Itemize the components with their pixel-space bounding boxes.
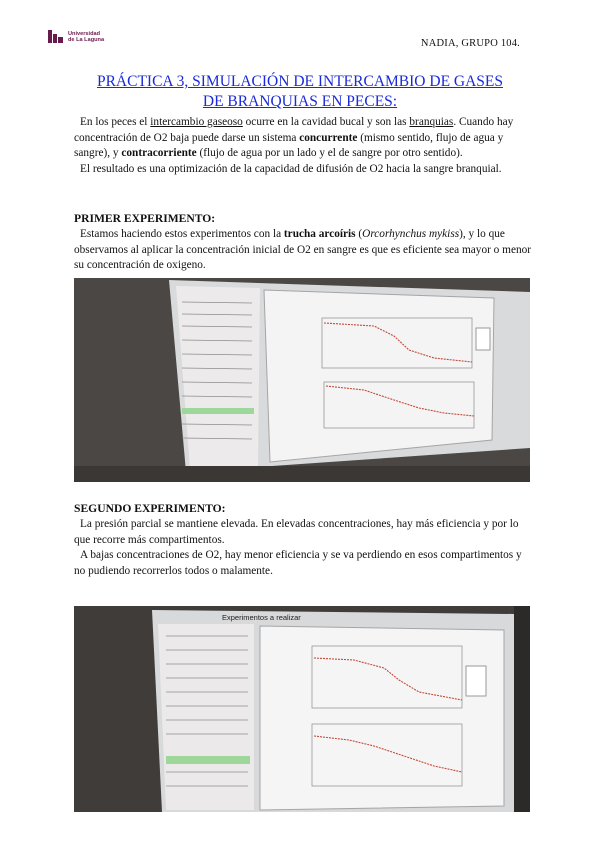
page-title bbox=[72, 72, 528, 112]
experiment2-photo bbox=[74, 606, 530, 812]
experiment2-photo-drawing bbox=[74, 606, 530, 812]
chart-area bbox=[264, 290, 494, 462]
simulation-window-title: Experimentos a realizar bbox=[222, 613, 301, 622]
experiment1-text bbox=[74, 227, 532, 274]
intro-text: (flujo de agua por un lado y el de sangre por otro sentido). bbox=[196, 147, 463, 160]
parameter-panel bbox=[176, 286, 260, 470]
university-logo bbox=[48, 30, 104, 43]
experiment1-paragraph bbox=[74, 227, 532, 274]
exp1-text: Estamos haciendo estos experimentos con la bbox=[80, 228, 284, 240]
term-intercambio-gaseoso: intercambio gaseoso bbox=[150, 116, 243, 128]
term-concurrente: concurrente bbox=[299, 131, 358, 144]
university-logo-text bbox=[68, 31, 104, 43]
term-branquias: branquias bbox=[409, 116, 454, 128]
author-label: NADIA, GRUPO 104. bbox=[420, 38, 520, 49]
experiment1-photo-drawing bbox=[74, 278, 530, 482]
intro-paragraph-1 bbox=[74, 115, 532, 162]
term-trucha-arcoiris: trucha arcoíris bbox=[283, 228, 356, 240]
experiment1-photo bbox=[74, 278, 530, 482]
parameter-panel bbox=[158, 624, 254, 810]
term-species: Orcorhynchus mykiss bbox=[362, 228, 460, 240]
term-contracorriente: contracorriente bbox=[121, 147, 197, 160]
logo-line-1: Universidad bbox=[68, 30, 101, 37]
intro-text: ocurre en la cavidad bucal y son las bbox=[242, 116, 410, 128]
intro-text: (mismo sentido, flujo de agua y sangre), y bbox=[74, 131, 504, 160]
intro-section bbox=[74, 115, 532, 177]
intro-text: . Cuando hay concentración de O2 baja puede darse un sistema bbox=[74, 116, 514, 144]
intro-text: En los peces el bbox=[80, 116, 151, 128]
experiment2-text bbox=[74, 517, 532, 579]
exp1-text: ), y lo que observamos al aplicar la concentración inicial de O2 en sangre es que es eficiente sea mayor o menor su concentración de oxigeno. bbox=[74, 228, 532, 272]
intro-paragraph-2: El resultado es una optimización de la capacidad de difusión de O2 hacia la sangre branquial. bbox=[80, 162, 502, 175]
experiment2-paragraph-1: La presión parcial se mantiene elevada. En elevadas concentraciones, hay más eficiencia y por lo que recorre más compartimentos. bbox=[74, 518, 519, 546]
chart-area bbox=[260, 626, 504, 810]
experiment1-heading: PRIMER EXPERIMENTO: bbox=[74, 212, 216, 225]
exp1-text: ( bbox=[355, 228, 363, 240]
title-line-1: PRÁCTICA 3, SIMULACIÓN DE INTERCAMBIO DE GASES bbox=[96, 73, 504, 90]
title-line-2: DE BRANQUIAS EN PECES: bbox=[202, 93, 398, 110]
experiment2-paragraph-2: A bajas concentraciones de O2, hay menor eficiencia y se va perdiendo en esos compartimentos y no pudiendo recorrerlos todos o malamente. bbox=[74, 549, 522, 577]
university-logo-icon bbox=[48, 30, 64, 43]
experiment2-heading: SEGUNDO EXPERIMENTO: bbox=[74, 502, 226, 515]
logo-line-2: de La Laguna bbox=[68, 36, 105, 43]
